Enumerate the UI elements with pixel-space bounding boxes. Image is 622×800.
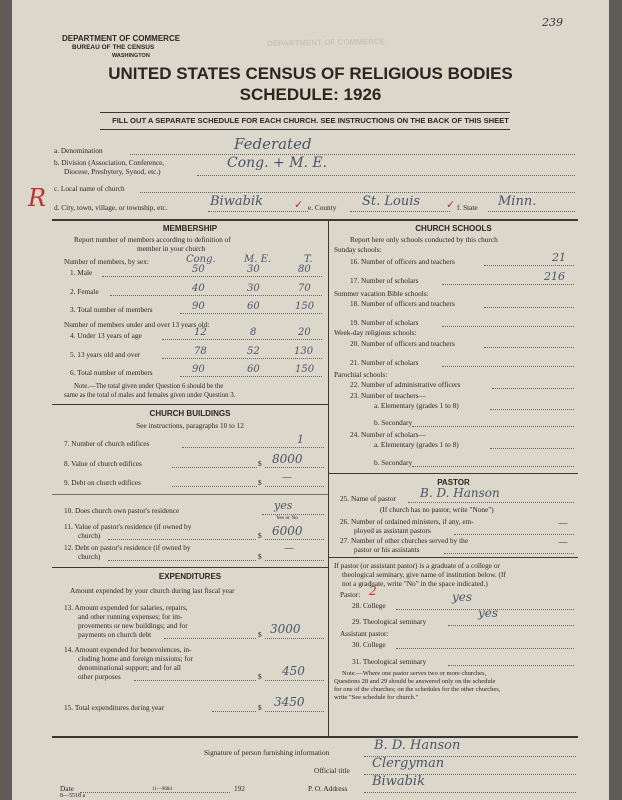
signature-label: Signature of person furnishing information [204,748,330,757]
q17-label: 17. Number of scholars [350,276,419,285]
q25-label: 25. Name of pastor [340,494,396,503]
q25-line [408,502,574,503]
q10-hint: Yes or No [276,515,299,521]
q13-line [164,638,256,639]
q9-value: — [282,472,292,483]
total-me: 60 [247,301,260,312]
q18-line [484,307,574,308]
q13-dollar: $ [258,630,262,639]
dept-line2: BUREAU OF THE CENSUS [72,44,155,51]
graduate-line-1: If pastor (or assistant pastor) is a graduate of a college or [334,561,500,570]
q11-label-1: 11. Value of pastor's residence (if owned by [64,522,192,531]
total-members-2-line [180,376,322,377]
q14-line-4: other purposes [78,672,121,681]
q7-label: 7. Number of church edifices [64,439,150,448]
q10-label: 10. Does church own pastor's residence [64,506,180,515]
county-line [350,211,450,212]
expenditures-rule [52,567,328,568]
q30-label: 30. College [352,640,386,649]
q30-line [396,648,574,649]
membership-note-2: same as the total of males and females given under Question 3. [64,392,236,399]
q17-value: 216 [544,270,565,283]
col-head-cong: Cong. [186,254,216,265]
q8-value: 8000 [272,452,303,466]
q9-dollar: $ [258,478,262,487]
q25-value: B. D. Hanson [420,486,500,500]
total-cong: 90 [192,301,205,312]
q24-label: 24. Number of scholars— [350,430,426,439]
denomination-value: Federated [234,135,312,153]
male-cong: 50 [192,264,205,275]
total2-cong: 90 [192,364,205,375]
female-total: 70 [298,283,311,294]
q17-line [442,284,574,285]
q31-label: 31. Theological seminary [352,657,427,666]
female-line [110,295,322,296]
q10-value: yes [274,499,293,512]
q12-field [265,560,324,561]
q23a-label: a. Elementary (grades 1 to 8) [374,401,459,410]
male-total: 80 [298,264,311,275]
q26-label-1: 26. Number of ordained ministers, if any, em- [340,517,474,526]
q16-label: 16. Number of officers and teachers [350,257,455,266]
q16-line [484,265,574,266]
q10-rule [52,494,328,495]
graduate-line-2: theological seminary, give name of institution below. (If [342,570,506,579]
city-line [208,211,308,212]
assistant-pastor-label: Assistant pastor: [340,629,389,638]
instruction-rule [100,129,510,130]
page-number: 239 [542,16,563,29]
denomination-line [130,154,575,155]
form-subtitle: SCHEDULE: 1926 [239,85,382,104]
weekday-label: Week-day religious schools: [334,328,417,337]
pastor-red-mark: 2 [369,584,377,598]
city-label: d. City, town, village, or township, etc. [54,203,168,212]
q13-field [265,638,324,639]
q29-label: 29. Theological seminary [352,617,427,626]
q21-line [442,366,574,367]
q14-line-3: denominational support; and for all [78,663,181,672]
buildings-subheading: See instructions, paragraphs 10 to 12 [136,421,244,430]
denomination-label: a. Denomination [54,146,103,155]
q22-line [492,388,574,389]
red-check-mark: R [28,184,47,212]
q28-value: yes [452,590,473,604]
membership-note-1: Note.—The total given under Question 6 should be the [74,383,224,390]
total-members-label: 3. Total number of members [70,305,153,314]
q8-dollar: $ [258,459,262,468]
city-check: ✓ [294,199,304,211]
instruction-line: FILL OUT A SEPARATE SCHEDULE FOR EACH CHURCH. SEE INSTRUCTIONS ON THE BACK OF THIS SHEET [112,116,509,125]
q16-value: 21 [552,251,566,264]
female-cong: 40 [192,283,205,294]
q9-line [172,486,257,487]
under13-me: 8 [250,327,257,338]
membership-intro-1: Report number of members according to definition of [74,235,231,244]
po-address-line [364,792,576,793]
state-line [488,211,575,212]
q29-line [448,625,574,626]
q11-dollar: $ [258,531,262,540]
total-members-2-label: 6. Total number of members [70,368,153,377]
q23b-line [412,426,574,427]
age-label: Number of members under and over 13 years old: [64,320,210,329]
form-title: UNITED STATES CENSUS OF RELIGIOUS BODIES [108,64,513,83]
q13-line-2: and other running expenses; for im- [78,612,183,621]
q23-label: 23. Number of teachers— [350,391,426,400]
q18-label: 18. Number of officers and teachers [350,299,455,308]
division-label-1: b. Division (Association, Conference, [54,158,165,167]
schools-heading: CHURCH SCHOOLS [415,224,492,233]
q15-field [265,711,324,712]
q26-value: — [558,518,568,529]
schools-intro: Report here only schools conducted by this church [350,235,498,244]
q8-label: 8. Value of church edifices [64,459,142,468]
division-line [197,175,575,176]
county-value: St. Louis [362,194,421,209]
division-value: Cong. + M. E. [227,155,328,171]
state-value: Minn. [498,194,537,209]
dept-line3: WASHINGTON [112,53,150,59]
q9-field [265,486,324,487]
date-year: 192 [234,784,245,793]
sunday-label: Sunday schools: [334,245,382,254]
q14-line-1: 14. Amount expended for benevolences, in- [64,645,192,654]
city-value: Biwabik [210,194,263,209]
membership-intro-2: member in your church [137,244,206,253]
q13-line-3: provements or new buildings; and for [78,621,188,630]
q9-label: 9. Debt on church edifices [64,478,141,487]
q12-label-2: church) [78,552,101,561]
q23b-label: b. Secondary [374,418,413,427]
county-label: e. County [308,203,337,212]
q15-dollar: $ [258,703,262,712]
q11-field [265,539,324,540]
q31-line [448,665,574,666]
official-title-value: Clergyman [372,756,445,771]
col-head-me: M. E. [244,254,272,265]
pastor-sub-label: Pastor: [340,590,361,599]
q12-line [108,560,256,561]
q28-label: 28. College [352,601,386,610]
county-check: ✓ [446,199,456,211]
over13-line [162,358,322,359]
total-members-line [180,313,322,314]
col-head-total: T. [304,254,313,265]
q13-line-4: payments on church debt [78,630,152,639]
summer-label: Summer vacation Bible schools: [334,289,429,298]
local-name-line [140,192,575,193]
over13-me: 52 [247,346,260,357]
q14-value: 450 [282,664,305,678]
total-total: 150 [295,301,315,312]
q25-hint: (If church has no pastor, write "None") [380,505,494,514]
q27-line [444,553,574,554]
q20-label: 20. Number of officers and teachers [350,339,455,348]
q13-line-1: 13. Amount expended for salaries, repairs, [64,603,188,612]
print-number: 11—9684 [152,787,172,792]
pastor-note-1: Note.—Where one pastor serves two or more churches, [342,670,487,677]
under13-label: 4. Under 13 years of age [70,331,142,340]
q21-label: 21. Number of scholars [350,358,419,367]
q19-label: 19. Number of scholars [350,318,419,327]
pastor-note-4: write "See schedule for church." [334,694,419,701]
q23a-line [490,409,574,410]
membership-heading: MEMBERSHIP [162,224,218,233]
q14-line-2: cluding home and foreign missions; for [78,654,193,663]
q12-label-1: 12. Debt on pastor's residence (if owned by [64,543,191,552]
q11-label-2: church) [78,531,101,540]
over13-total: 130 [294,346,314,357]
pastor-note-2: Questions 28 and 29 should be answered only on the schedule [334,678,496,685]
form-number: 8—5518 a [60,793,86,799]
q26-line [454,534,574,535]
male-me: 30 [247,264,260,275]
q26-label-2: ployed as assistant pastors [354,526,431,535]
graduate-line-3: not a graduate, write "No" in the space indicated.) [342,579,488,588]
pastor-note-3: for one of the churches; on the schedules for the other churches, [334,686,501,693]
q24b-label: b. Secondary [374,458,413,467]
q12-dollar: $ [258,552,262,561]
main-top-rule [52,219,578,221]
pastor-rule [329,473,578,474]
q13-value: 3000 [270,622,301,636]
q27-label-1: 27. Number of other churches served by the [340,536,469,545]
po-address-label: P. O. Address [308,784,348,793]
male-line [102,276,322,277]
male-label: 1. Male [70,268,93,277]
q27-value: — [558,537,568,548]
q8-field [265,467,324,468]
total2-total: 150 [295,364,315,375]
under13-cong: 12 [194,327,207,338]
official-title-label: Official title [314,766,350,775]
q24a-label: a. Elementary (grades 1 to 8) [374,440,459,449]
po-address-value: Biwabik [372,774,425,789]
census-schedule-sheet [12,0,609,800]
expenditures-subheading: Amount expended by your church during last fiscal year [70,586,235,595]
q19-line [442,326,574,327]
q22-label: 22. Number of administrative officers [350,380,461,389]
pastor-heading: PASTOR [437,478,470,487]
main-bottom-rule [52,736,578,738]
q24a-line [490,448,574,449]
q15-label: 15. Total expenditures during year [64,703,165,712]
female-label: 2. Female [70,287,99,296]
q29-value: yes [478,606,499,620]
graduate-rule [329,557,578,558]
top-rule [100,112,510,113]
q15-line [212,711,256,712]
q14-field [265,680,324,681]
over13-label: 5. 13 years old and over [70,350,141,359]
date-label: Date [60,784,74,793]
expenditures-heading: EXPENDITURES [158,572,222,581]
q7-value: 1 [297,433,304,446]
total2-me: 60 [247,364,260,375]
by-sex-label: Number of members, by sex: [64,257,149,266]
division-label-2: Diocese, Presbytery, Synod, etc.) [64,167,161,176]
q15-value: 3450 [274,695,305,709]
q24b-line [412,466,574,467]
q20-line [484,347,574,348]
under13-total: 20 [298,327,311,338]
signature-value: B. D. Hanson [374,738,461,753]
q14-line [134,680,256,681]
q14-dollar: $ [258,672,262,681]
buildings-heading: CHURCH BUILDINGS [149,409,231,418]
q7-line [182,447,324,448]
q11-value: 6000 [272,524,303,538]
faint-stamp: DEPARTMENT OF COMMERCE [266,36,386,49]
buildings-rule [52,404,328,405]
q27-label-2: pastor or his assistants [354,545,420,554]
female-me: 30 [247,283,260,294]
over13-cong: 78 [194,346,207,357]
q12-value: — [284,543,294,554]
local-name-label: c. Local name of church [54,184,125,193]
state-label: f. State [457,203,478,212]
under13-line [162,339,322,340]
dept-line1: DEPARTMENT OF COMMERCE [62,34,181,43]
q11-line [108,539,256,540]
q8-line [172,467,257,468]
parochial-label: Parochial schools: [334,370,388,379]
